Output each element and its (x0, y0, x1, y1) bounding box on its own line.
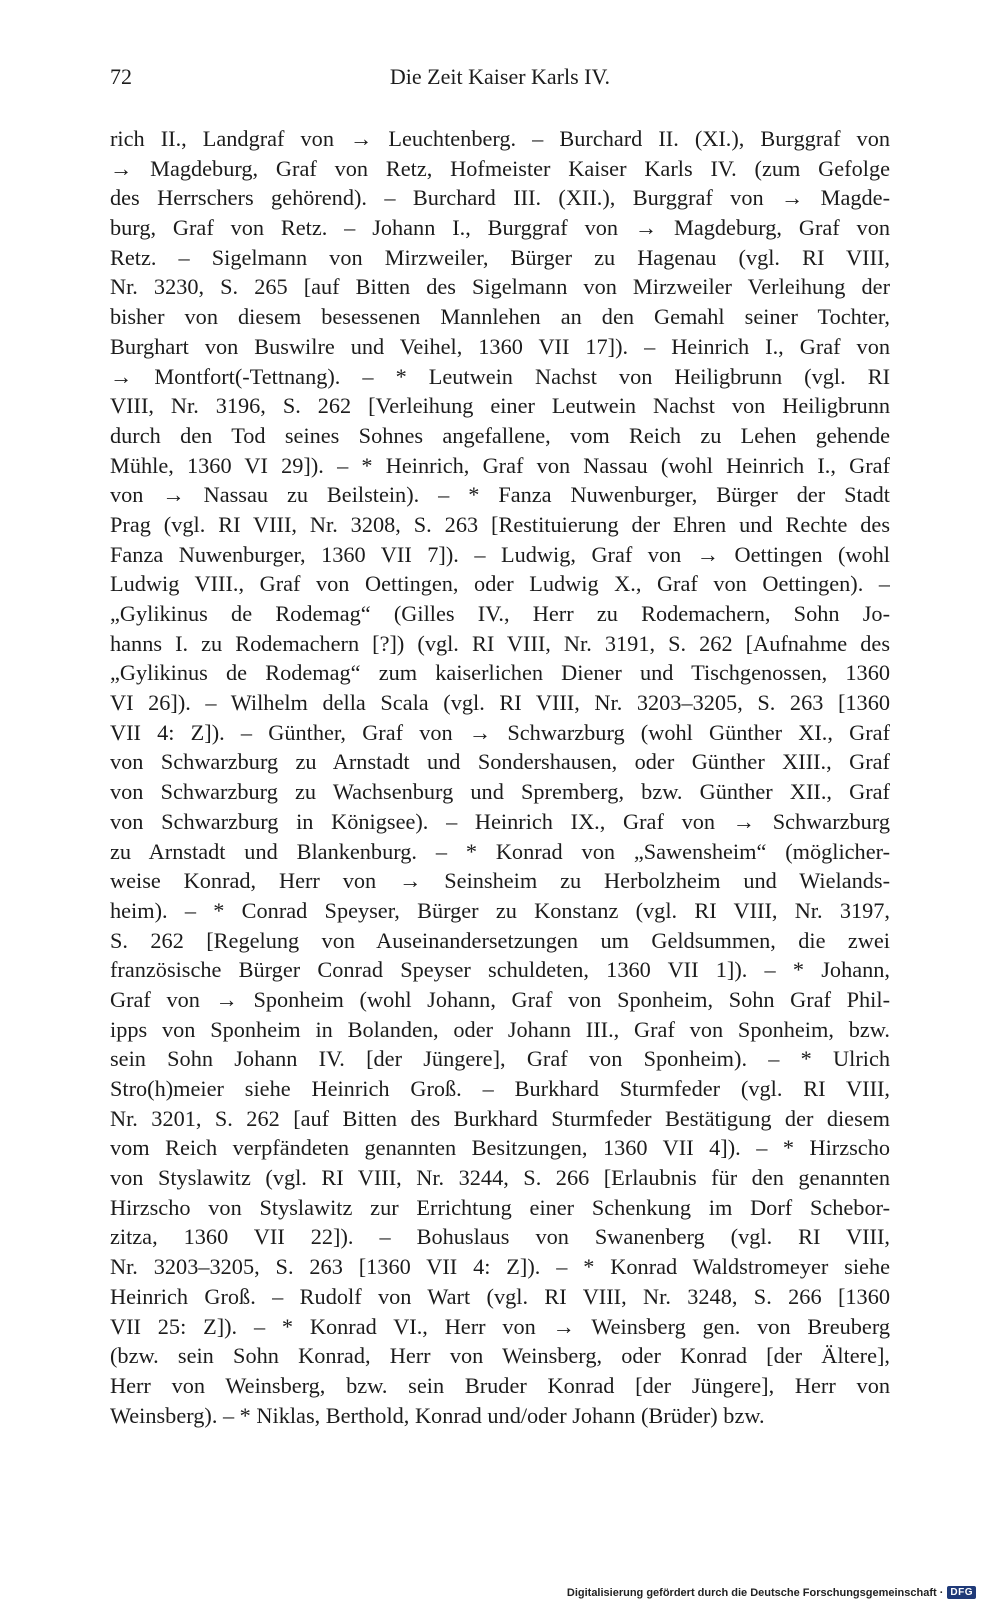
text-line: des Herrschers gehörend). – Burchard III. (XII.), Burggraf von → Magde- (110, 185, 890, 211)
text-line: sein Sohn Johann IV. [der Jüngere], Graf von Sponheim). – * Ulrich (110, 1046, 890, 1072)
text-line: rich II., Landgraf von → Leuchtenberg. – Burchard II. (XI.), Burggraf von (110, 126, 890, 151)
text-line: von Schwarzburg zu Arnstadt und Sondershausen, oder Günther XIII., Graf (110, 749, 890, 775)
text-line: „Gylikinus de Rodemag“ (Gilles IV., Herr zu Rodemachern, Sohn Jo- (110, 601, 890, 626)
text-line: VII 25: Z]). – * Konrad VI., Herr von → Weinsberg gen. von Breuberg (110, 1313, 890, 1339)
text-line: Nr. 3201, S. 262 [auf Bitten des Burkhard Sturmfeder Bestätigung der diesem (110, 1105, 890, 1131)
text-line: „Gylikinus de Rodemag“ zum kaiserlichen Diener und Tischgenossen, 1360 (110, 660, 890, 686)
text-line: VIII, Nr. 3196, S. 262 [Verleihung einer Leutwein Nachst von Heiligbrunn (110, 393, 890, 419)
text-line: von Schwarzburg zu Wachsenburg und Spremberg, bzw. Günther XII., Graf (110, 779, 890, 805)
text-line: Nr. 3230, S. 265 [auf Bitten des Sigelmann von Mirzweiler Verleihung der (110, 274, 890, 300)
text-line: Hirzscho von Styslawitz zur Errichtung einer Schenkung im Dorf Schebor- (110, 1194, 890, 1220)
text-line: hanns I. zu Rodemachern [?]) (vgl. RI VIII, Nr. 3191, S. 262 [Aufnahme des (110, 630, 890, 656)
text-line: burg, Graf von Retz. – Johann I., Burggraf von → Magdeburg, Graf von (110, 215, 890, 241)
text-line: von Schwarzburg in Königsee). – Heinrich IX., Graf von → Schwarzburg (110, 808, 890, 834)
text-line: zitza, 1360 VII 22]). – Bohuslaus von Swanenberg (vgl. RI VIII, (110, 1224, 890, 1250)
text-line: (bzw. sein Sohn Konrad, Herr von Weinsberg, oder Konrad [der Ältere], (110, 1343, 890, 1369)
text-line: vom Reich verpfändeten genannten Besitzungen, 1360 VII 4]). – * Hirzscho (110, 1135, 890, 1161)
text-line: von → Nassau zu Beilstein). – * Fanza Nuwenburger, Bürger der Stadt (110, 482, 890, 508)
text-line: Graf von → Sponheim (wohl Johann, Graf von Sponheim, Sohn Graf Phil- (110, 986, 890, 1012)
text-line: VII 4: Z]). – Günther, Graf von → Schwarzburg (wohl Günther XI., Graf (110, 719, 890, 745)
text-line: Heinrich Groß. – Rudolf von Wart (vgl. RI VIII, Nr. 3248, S. 266 [1360 (110, 1283, 890, 1309)
page-number: 72 (110, 64, 132, 89)
text-line: bisher von diesem besessenen Mannlehen an den Gemahl seiner Tochter, (110, 304, 890, 330)
text-line: Mühle, 1360 VI 29]). – * Heinrich, Graf von Nassau (wohl Heinrich I., Graf (110, 452, 890, 478)
digitization-credit (567, 1586, 976, 1599)
text-line: Stro(h)meier siehe Heinrich Groß. – Burkhard Sturmfeder (vgl. RI VIII, (110, 1076, 890, 1101)
text-line: Nr. 3203–3205, S. 263 [1360 VII 4: Z]). – * Konrad Waldstromeyer siehe (110, 1254, 890, 1280)
text-line: zu Arnstadt und Blankenburg. – * Konrad von „Sawensheim“ (möglicher- (110, 838, 890, 864)
text-line: Herr von Weinsberg, bzw. sein Bruder Konrad [der Jüngere], Herr von (110, 1372, 890, 1398)
text-line: heim). – * Conrad Speyser, Bürger zu Konstanz (vgl. RI VIII, Nr. 3197, (110, 897, 890, 923)
text-body (110, 124, 890, 1430)
page-header (110, 64, 890, 94)
text-line: Fanza Nuwenburger, 1360 VII 7]). – Ludwig, Graf von → Oettingen (wohl (110, 541, 890, 567)
text-line: durch den Tod seines Sohnes angefallene, vom Reich zu Lehen gehende (110, 422, 890, 448)
dfg-logo: DFG (947, 1586, 976, 1599)
text-line: → Magdeburg, Graf von Retz, Hofmeister Kaiser Karls IV. (zum Gefolge (110, 155, 890, 181)
text-line: S. 262 [Regelung von Auseinandersetzungen um Geldsummen, die zwei (110, 927, 890, 953)
text-line: → Montfort(-Tettnang). – * Leutwein Nachst von Heiligbrunn (vgl. RI (110, 363, 890, 389)
text-line: Weinsberg). – * Niklas, Berthold, Konrad und/oder Johann (Brüder) bzw. (110, 1402, 765, 1428)
text-line: Ludwig VIII., Graf von Oettingen, oder Ludwig X., Graf von Oettingen). – (110, 571, 890, 597)
text-line: ipps von Sponheim in Bolanden, oder Johann III., Graf von Sponheim, bzw. (110, 1016, 890, 1042)
text-line: französische Bürger Conrad Speyser schuldeten, 1360 VII 1]). – * Johann, (110, 957, 890, 983)
text-line: weise Konrad, Herr von → Seinsheim zu Herbolzheim und Wielands- (110, 868, 890, 894)
text-line: VI 26]). – Wilhelm della Scala (vgl. RI VIII, Nr. 3203–3205, S. 263 [1360 (110, 690, 890, 716)
text-line: von Styslawitz (vgl. RI VIII, Nr. 3244, S. 266 [Erlaubnis für den genannten (110, 1165, 890, 1191)
text-line: Prag (vgl. RI VIII, Nr. 3208, S. 263 [Restituierung der Ehren und Rechte des (110, 511, 890, 537)
text-line: Retz. – Sigelmann von Mirzweiler, Bürger zu Hagenau (vgl. RI VIII, (110, 244, 890, 270)
credit-text: Digitalisierung gefördert durch die Deutsche Forschungsgemeinschaft · (566, 1586, 944, 1599)
text-line: Burghart von Buswilre und Veihel, 1360 VII 17]). – Heinrich I., Graf von (110, 333, 890, 359)
running-title: Die Zeit Kaiser Karls IV. (389, 64, 611, 89)
